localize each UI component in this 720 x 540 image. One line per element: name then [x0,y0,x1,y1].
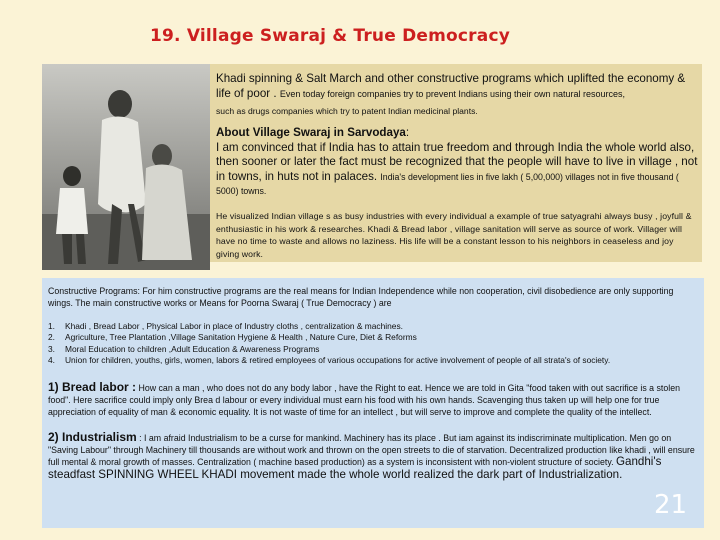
list-text: Union for children, youths, girls, women, labors & retired employees of various occupations for active involvement of people of all strata's of society. [65,354,611,365]
slide-title: 19. Village Swaraj & True Democracy [149,26,510,46]
intro-paragraph [216,71,698,119]
list-text: Khadi , Bread Labor , Physical Labor in place of Industry cloths , centralization & machines. [65,321,403,331]
page-number: 21 [654,490,688,520]
industrialism-section [48,431,698,481]
village-swaraj-paragraph [216,126,698,199]
bread-labor-heading: 1) Bread labor : [48,380,137,394]
top-text-box [210,64,702,262]
list-number: 4. [48,354,55,365]
bread-labor-body: How can a man , who does not do any body labor , have the Right to eat. Hence we are told in Gita "food taken with out sacrifice is a stolen food". Here sacrifice could imply only Brea d labour or every individual must earn his food with his own hands. Scavenging thus taken up will help one for true appreciation of equality of man & economic equality. It is not waste of time for an intellect , but will serve to improve and complete the quality of the intellect. [48,383,680,418]
photo-illustration [42,64,210,270]
industrialism-body: : I am afraid Industrialism to be a curse for mankind. Machinery has its place . But iam against its indiscriminate multiplication. Men go on "Saving Labour" through Machinery till thousands are without work and thrown on the open streets to die of starvation. Decentralized production like khadi , will ensure full mental & moral growth of masses. Centralization ( machine based production) as a system is inconsistent with non-violent structure of society. [48,433,695,468]
vision-paragraph: He visualized Indian village s as busy industries with every individual a example of true satyagrahi always busy , joyfull & enthusiastic in his work & researches. Khadi & Bread labor , village sanitation will serve as source of work. Villager will have no time to waste and allows no laziness. His life will be a constant lesson to his neighbors in ceaseless and joy giving work. [216,211,692,259]
industrialism-heading: 2) Industrialism [48,430,137,444]
list-number: 2. [48,332,55,343]
list-item [48,332,698,343]
list-text: Moral Education to children ,Adult Education & Awareness Programs [65,343,320,354]
list-item [48,321,698,332]
list-number: 3. [48,343,55,354]
constructive-works-list [48,321,698,366]
intro-small: Even today foreign companies try to prevent Indians using their own natural resources, [279,89,626,99]
village-swaraj-heading: About Village Swaraj in Sarvodaya [216,126,406,139]
list-item [48,355,698,366]
intro-main: Khadi spinning & Salt March and other constructive programs which uplifted the economy & life of poor . [216,72,686,100]
heading-colon: : [405,126,410,139]
industrialism-conclusion: Gandhi's steadfast SPINNING WHEEL KHADI movement made the whole world realized the dark part of Industrialization. [48,455,662,481]
village-swaraj-note: India's development lies in five lakh ( 5,00,000) villages not in five thousand ( 5000) towns. [216,171,679,196]
bread-labor-section [48,381,698,419]
list-item [48,344,698,355]
list-text: Agriculture, Tree Plantation ,Village Sanitation Hygiene & Health , Nature Cure, Diet & Reforms [65,332,417,343]
bottom-text-box [42,278,704,528]
historical-photo [42,64,210,270]
intro-extra: such as drugs companies which try to patent Indian medicinal plants. [216,106,478,116]
village-swaraj-body: I am convinced that if India has to attain true freedom and through India the whole world also, then sooner or later the fact must be recognized that the people will have to live in village , not in towns, in huts not in palaces. [216,140,698,183]
constructive-programs-intro: Constructive Programs: For him constructive programs are the real means for Indian Independence while non cooperation, civil disobedience are only supporting wings. The main constructive works or Means for Poorna Swaraj ( True Democracy ) are [48,286,674,309]
list-number: 1. [48,321,55,331]
